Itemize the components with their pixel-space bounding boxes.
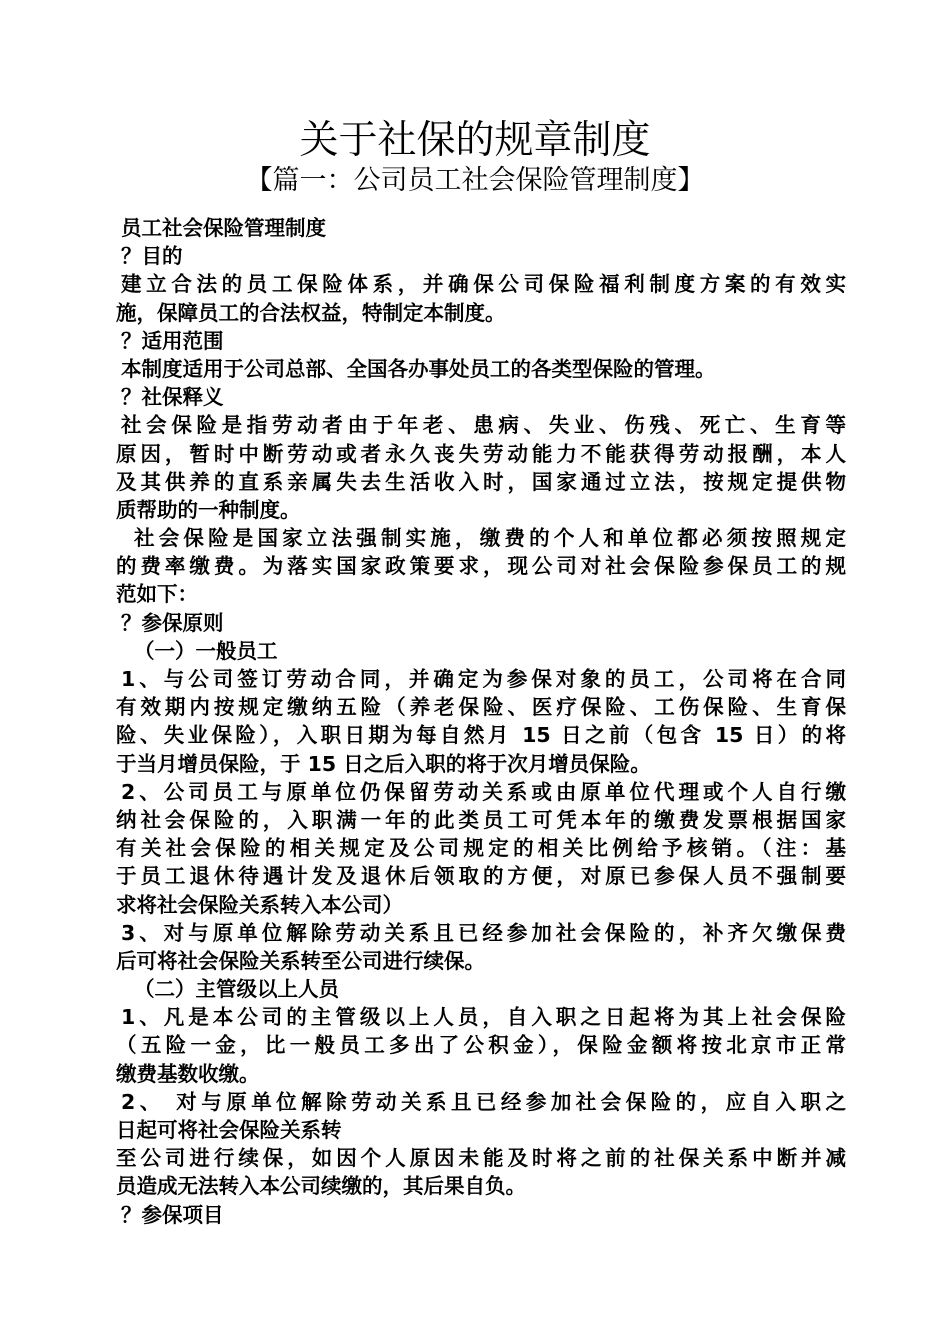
text-line: 施，保障员工的合法权益，特制定本制度。	[116, 300, 506, 325]
text-line: （二）主管级以上人员	[134, 977, 339, 1002]
text-line: 日起可将社会保险关系转	[116, 1118, 342, 1142]
text-line: ？目的	[121, 244, 183, 269]
text-line: 1、与公司签订劳动合同，并确定为参保对象的员工，公司将在合同	[121, 667, 846, 691]
text-line: 建立合法的员工保险体系，并确保公司保险福利制度方案的有效实	[121, 272, 846, 297]
text-line: 本制度适用于公司总部、全国各办事处员工的各类型保险的管理。	[121, 356, 716, 381]
text-line: ？适用范围	[121, 328, 224, 353]
text-line: （一）一般员工	[134, 638, 278, 663]
text-line: 及其供养的直系亲属失去生活收入时，国家通过立法，按规定提供物	[116, 469, 846, 494]
text-line: 险、失业保险），入职日期为每自然月 15 日之前（包含 15 日）的将	[116, 723, 846, 748]
text-line: 后可将社会保险关系转至公司进行续保。	[116, 948, 485, 973]
text-line: 质帮助的一种制度。	[116, 497, 301, 522]
text-line: 至公司进行续保，如因个人原因未能及时将之前的社保关系中断并减	[116, 1146, 846, 1171]
text-line: 于当月增员保险，于 15 日之后入职的将于次月增员保险。	[116, 751, 651, 776]
text-line: 有效期内按规定缴纳五险（养老保险、医疗保险、工伤保险、生育保	[116, 695, 846, 720]
text-line: 范如下：	[116, 582, 198, 607]
text-line: 员工社会保险管理制度	[121, 216, 326, 240]
text-line: 2、 对与原单位解除劳动关系且已经参加社会保险的，应自入职之	[121, 1089, 846, 1114]
document-title: 关于社保的规章制度	[299, 118, 651, 163]
text-line: （五险一金，比一般员工多出了公积金），保险金额将按北京市正常	[116, 1033, 846, 1058]
text-line: ？参保项目	[121, 1202, 224, 1227]
text-line: 有关社会保险的相关规定及公司规定的相关比例给予核销。（注：基	[116, 836, 846, 861]
text-line: 纳社会保险的，入职满一年的此类员工可凭本年的缴费发票根据国家	[116, 807, 846, 832]
text-line: 1、凡是本公司的主管级以上人员，自入职之日起将为其上社会保险	[121, 1005, 846, 1030]
document-subtitle: 【篇一：公司员工社会保险管理制度】	[245, 165, 705, 196]
text-line: 的费率缴费。为落实国家政策要求，现公司对社会保险参保员工的规	[116, 554, 846, 579]
text-line: ？社保释义	[121, 385, 224, 410]
text-line: 于员工退休待遇计发及退休后领取的方便，对原已参保人员不强制要	[116, 864, 846, 889]
text-line: ？参保原则	[121, 610, 224, 635]
text-line: 员造成无法转入本公司续缴的，其后果自负。	[116, 1174, 526, 1199]
text-line: 社会保险是指劳动者由于年老、患病、失业、伤残、死亡、生育等	[121, 413, 846, 438]
text-line: 社会保险是国家立法强制实施，缴费的个人和单位都必须按照规定	[134, 526, 846, 551]
text-line: 原因，暂时中断劳动或者永久丧失劳动能力不能获得劳动报酬，本人	[116, 441, 846, 466]
text-line: 2、公司员工与原单位仍保留劳动关系或由原单位代理或个人自行缴	[121, 779, 846, 804]
text-line: 缴费基数收缴。	[116, 1061, 260, 1086]
document-body	[116, 214, 846, 1229]
text-line: 求将社会保险关系转入本公司）	[116, 892, 403, 917]
text-line: 3、对与原单位解除劳动关系且已经参加社会保险的，补齐欠缴保费	[121, 920, 846, 945]
